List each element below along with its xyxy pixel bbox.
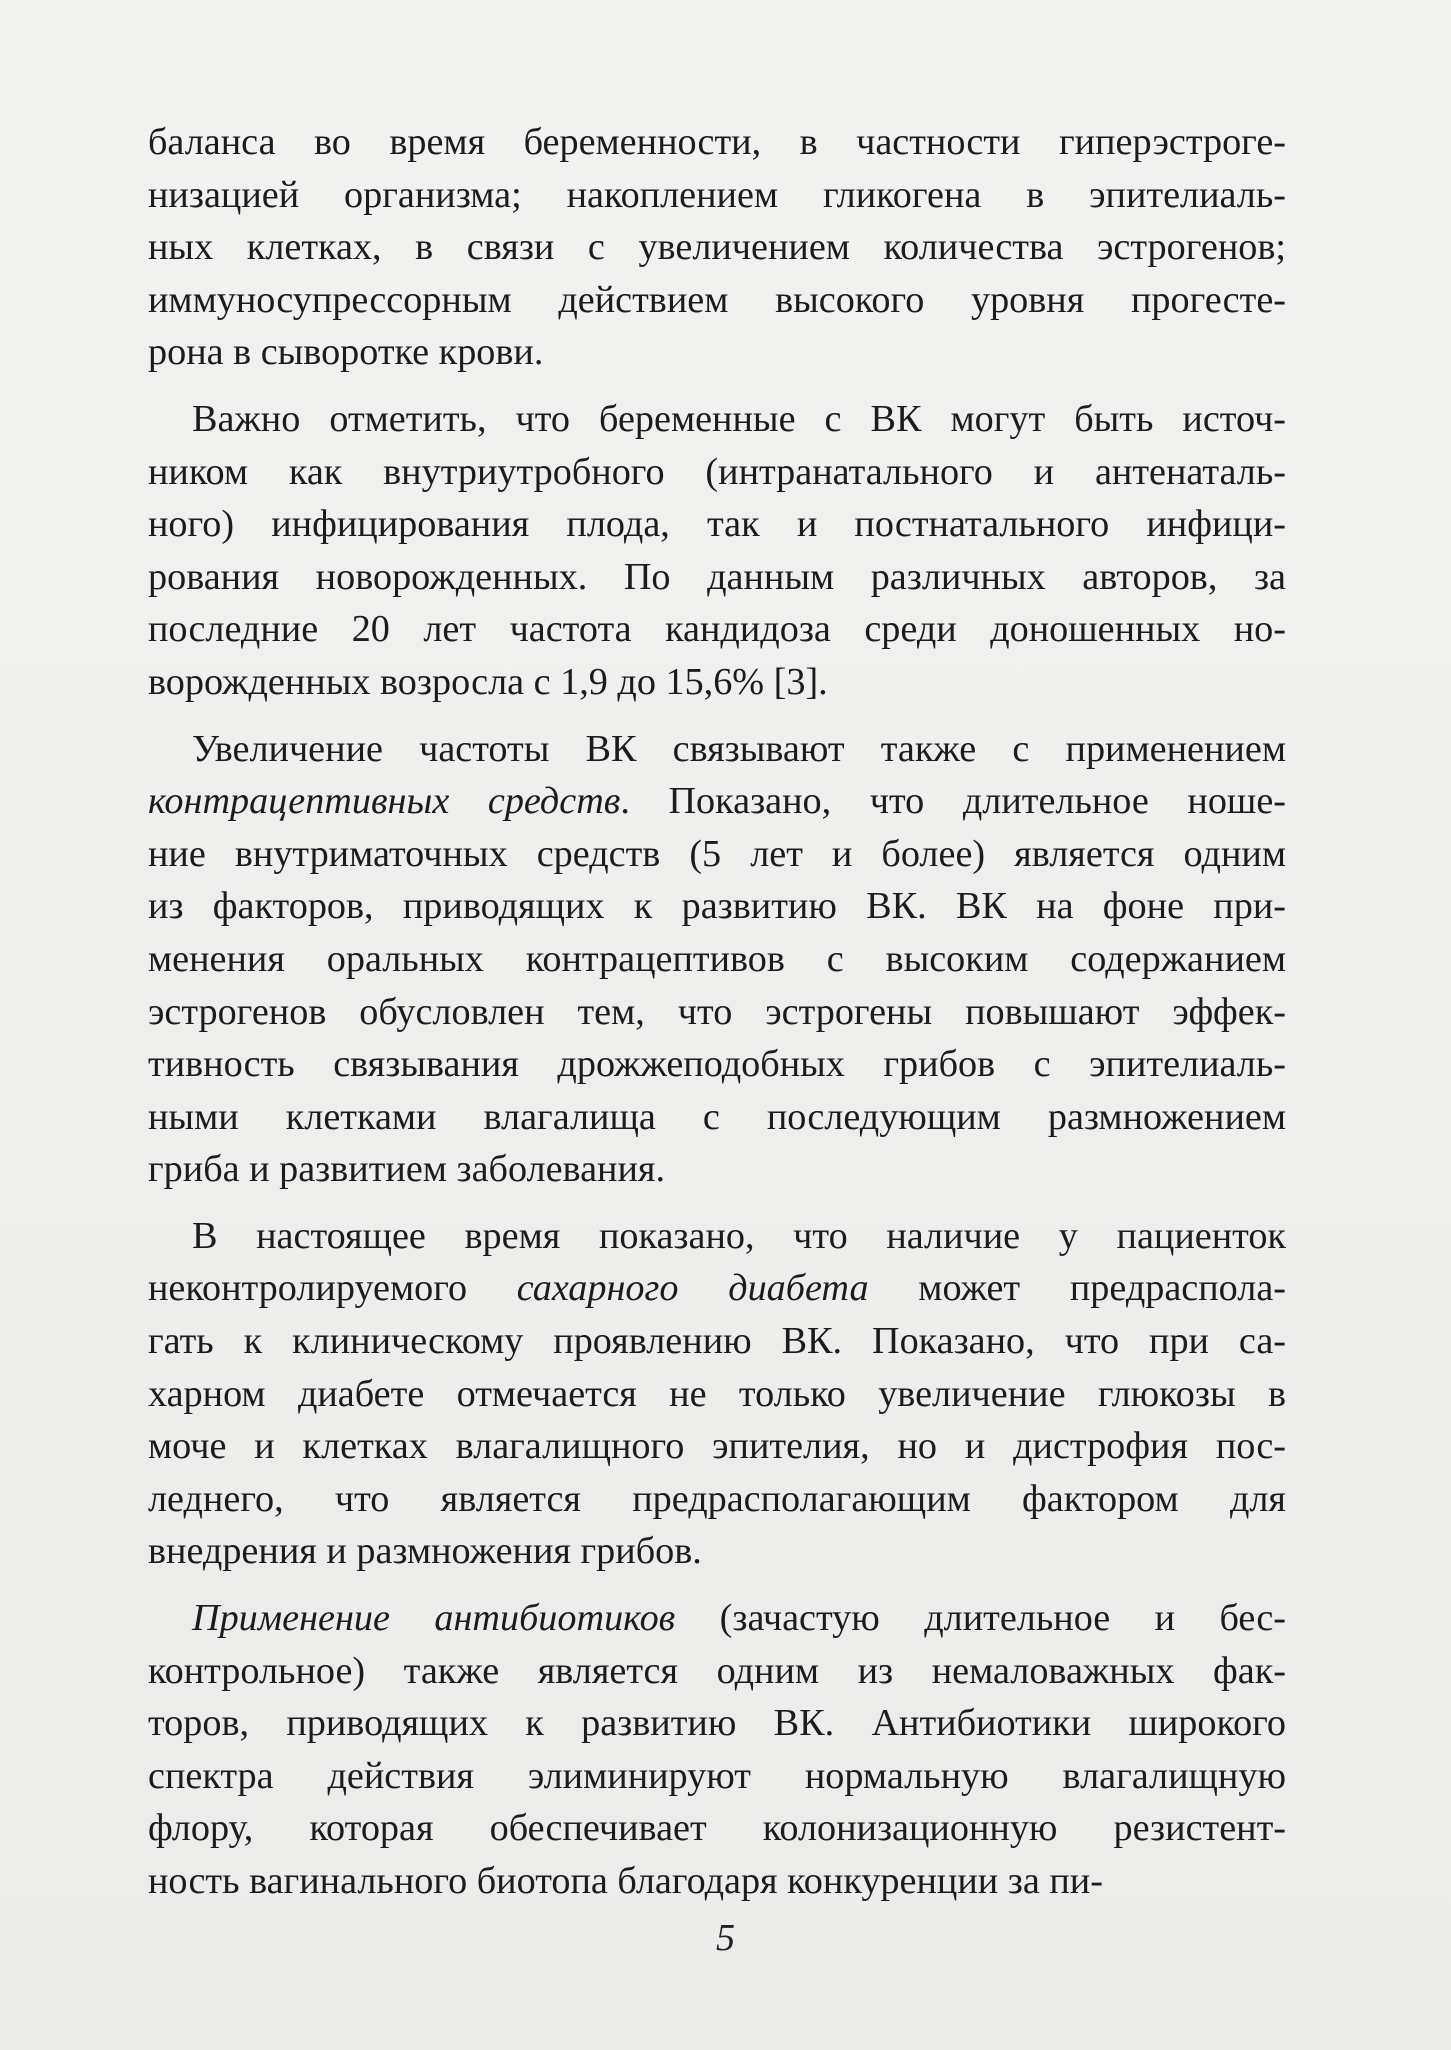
text-run: контрольное) также является одним из немаловажных фак- [148, 1649, 1286, 1692]
text-line [148, 1802, 1286, 1855]
text-run: леднего, что является предрасполагающим фактором для [148, 1477, 1286, 1520]
text-line [148, 1750, 1286, 1803]
text-run: тивность связывания дрожжеподобных грибов с эпителиаль- [148, 1043, 1286, 1086]
text-line [148, 1645, 1286, 1698]
text-run: низацией организма; накоплением гликогена в эпителиаль- [148, 173, 1286, 216]
text-run: ность вагинального биотопа благодаря конкуренции за пи- [148, 1860, 1103, 1902]
text-line [148, 828, 1286, 881]
text-run: менения оральных контрацептивов с высоким содержанием [148, 937, 1286, 980]
text-run: гать к клиническому проявлению ВК. Показано, что при са- [148, 1320, 1286, 1363]
text-run: харном диабете отмечается не только увеличение глюкозы в [148, 1372, 1286, 1415]
text-run: Важно отметить, что беременные с ВК могут быть источ- [192, 397, 1286, 440]
text-line [148, 1855, 1286, 1908]
text-line [148, 1262, 1286, 1315]
body-text [148, 116, 1286, 1908]
text-run: гриба и развитием заболевания. [148, 1148, 666, 1191]
paragraph [148, 1592, 1286, 1908]
text-line [148, 986, 1286, 1039]
text-line [148, 1420, 1286, 1473]
text-line [148, 1592, 1286, 1645]
text-line [148, 116, 1286, 169]
paragraph [148, 1210, 1286, 1578]
page-number: 5 [716, 1917, 735, 1959]
text-run: спектра действия элиминируют нормальную влагалищную [148, 1754, 1286, 1797]
text-run: внедрения и размножения грибов. [148, 1530, 702, 1573]
italic-term: контрацептивных средств [148, 780, 621, 823]
text-run: баланса во время беременности, в частности гиперэстроге- [148, 121, 1286, 163]
text-run: из факторов, приводящих к развитию ВК. ВК на фоне при- [148, 885, 1286, 928]
text-line [148, 1697, 1286, 1750]
text-line [148, 498, 1286, 551]
text-line [148, 1210, 1286, 1263]
text-run: ворожденных возросла с 1,9 до 15,6% [3]. [148, 660, 828, 703]
paragraph [148, 116, 1286, 379]
text-run: флору, которая обеспечивает колонизационную резистент- [148, 1807, 1286, 1850]
text-line [148, 169, 1286, 222]
paragraph [148, 723, 1286, 1196]
text-line [148, 1473, 1286, 1526]
text-run: ного) инфицирования плода, так и постнатального инфици- [148, 503, 1286, 546]
text-run: Увеличение частоты ВК связывают также с применением [192, 727, 1286, 770]
text-run: моче и клетках влагалищного эпителия, но и дистрофия пос- [148, 1425, 1286, 1468]
text-line [148, 393, 1286, 446]
text-run: эстрогенов обусловлен тем, что эстрогены повышают эффек- [148, 990, 1286, 1033]
text-line [148, 1091, 1286, 1144]
text-run: ных клетках, в связи с увеличением количества эстрогенов; [148, 226, 1286, 269]
text-run: (зачастую длительное и бес- [675, 1597, 1286, 1640]
text-run: ние внутриматочных средств (5 лет и более) является одним [148, 832, 1286, 875]
text-line [148, 274, 1286, 327]
text-line [148, 603, 1286, 656]
italic-term: Применение антибиотиков [192, 1597, 676, 1640]
text-run: рования новорожденных. По данным различных авторов, за [148, 555, 1286, 598]
text-run: . Показано, что длительное ноше- [620, 780, 1286, 823]
text-line [148, 1368, 1286, 1421]
text-line [148, 933, 1286, 986]
text-line [148, 656, 1286, 709]
text-line [148, 1525, 1286, 1578]
text-line [148, 1038, 1286, 1091]
text-run: неконтролируемого [148, 1267, 517, 1310]
text-run: может предраспола- [868, 1267, 1286, 1310]
text-line [148, 1143, 1286, 1196]
text-run: последние 20 лет частота кандидоза среди доношенных но- [148, 608, 1286, 651]
text-line [148, 221, 1286, 274]
text-line [148, 326, 1286, 379]
text-run: иммуносупрессорным действием высокого уровня прогесте- [148, 278, 1286, 321]
text-line [148, 723, 1286, 776]
text-line [148, 551, 1286, 604]
text-run: В настоящее время показано, что наличие у пациенток [192, 1214, 1286, 1257]
text-run: ником как внутриутробного (интранатального и антенаталь- [148, 450, 1286, 493]
text-line [148, 880, 1286, 933]
text-line [148, 1315, 1286, 1368]
text-line [148, 446, 1286, 499]
text-run: ными клетками влагалища с последующим размножением [148, 1095, 1286, 1138]
text-run: торов, приводящих к развитию ВК. Антибиотики широкого [148, 1702, 1286, 1745]
text-run: рона в сыворотке крови. [148, 331, 544, 374]
italic-term: сахарного диабета [516, 1267, 869, 1310]
paragraph [148, 393, 1286, 709]
text-line [148, 775, 1286, 828]
